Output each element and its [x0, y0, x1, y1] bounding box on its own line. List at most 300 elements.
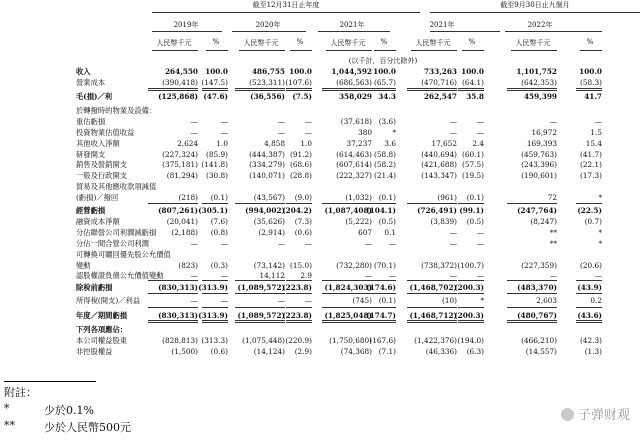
cell-amount: (247,764): [517, 206, 557, 215]
cell-amount: (37,618): [340, 117, 372, 126]
cell-amount: 607: [358, 228, 372, 237]
total-rule: [235, 307, 285, 308]
total-rule: [507, 307, 557, 308]
table-row: [0, 67, 640, 77]
cell-amount: (1,089,572): [237, 283, 285, 292]
cell-amount: (470,716): [421, 78, 457, 87]
cell-pct: 35.8: [466, 92, 484, 101]
total-rule: [202, 88, 228, 89]
cell-pct: (6.3): [466, 347, 484, 356]
col-rule: [462, 50, 484, 51]
cell-amount: 72: [547, 193, 557, 202]
cell-pct: (19.5): [462, 171, 484, 180]
row-label: 除稅前虧損: [76, 283, 113, 292]
cell-pct: 2.4: [472, 139, 484, 148]
total-rule: [322, 320, 372, 321]
cell-pct: (28.8): [290, 171, 312, 180]
cell-amount: (140,071): [249, 171, 285, 180]
cell-amount: (738,372): [421, 261, 457, 270]
cell-amount: (35,626): [253, 217, 285, 226]
cell-amount: 1,101,752: [516, 67, 557, 76]
total-rule: [322, 322, 372, 323]
year-rule: [318, 31, 390, 32]
cell-pct: (43.9): [577, 283, 602, 292]
total-rule: [507, 280, 557, 281]
cell-pct: —: [388, 271, 396, 280]
cell-amount: (1,087,408): [324, 206, 372, 215]
cell-amount: —: [277, 296, 285, 305]
cell-pct: —: [476, 239, 484, 248]
total-rule: [286, 203, 312, 204]
cell-amount: —: [277, 239, 285, 248]
cell-pct: 34.3: [378, 92, 396, 101]
cell-amount: 262,547: [423, 92, 457, 101]
cell-pct: (174.7): [366, 311, 396, 320]
cell-amount: (74,368): [340, 347, 372, 356]
col-rmb-heading: 人民幣千元: [515, 39, 551, 47]
cell-amount: —: [364, 239, 372, 248]
cell-pct: (313.9): [198, 283, 228, 292]
cell-amount: (830,313): [158, 311, 198, 320]
row-label: 貿易及其他應收款項減值: [76, 182, 157, 191]
table-row: [0, 182, 640, 192]
cell-pct: —: [594, 271, 602, 280]
total-rule: [407, 293, 457, 294]
cell-amount: (190,601): [521, 171, 557, 180]
table-row: [0, 150, 640, 160]
note-text: 少於0.1%: [44, 404, 94, 417]
row-label: 年度／期間虧損: [76, 311, 128, 320]
total-rule: [286, 320, 312, 321]
cell-pct: (57.5): [462, 160, 484, 169]
cell-pct: (17.3): [580, 171, 602, 180]
cell-amount: (1,468,702): [409, 283, 457, 292]
cell-amount: (46,336): [425, 347, 457, 356]
cell-amount: 169,393: [526, 139, 557, 148]
cell-pct: (0.7): [584, 217, 602, 226]
cell-amount: (823): [178, 261, 198, 270]
cell-pct: (43.6): [577, 311, 602, 320]
total-rule: [458, 320, 484, 321]
cell-pct: (60.1): [462, 150, 484, 159]
row-label: 分佔聯營公司利潤減虧損: [76, 228, 157, 237]
table-row: [0, 193, 640, 203]
cell-amount: (480,767): [517, 311, 557, 320]
cell-amount: (14,124): [253, 347, 285, 356]
row-label: 所得稅(開支)／利益: [76, 296, 141, 305]
row-label: 本公司權益股東: [76, 336, 128, 345]
cell-amount: (8,247): [530, 217, 557, 226]
cell-pct: 1.0: [216, 139, 228, 148]
cell-pct: —: [220, 271, 228, 280]
total-rule: [202, 320, 228, 321]
total-rule: [576, 88, 602, 89]
total-rule: [507, 88, 557, 89]
cell-pct: —: [476, 128, 484, 137]
cell-amount: (1,750,680): [329, 336, 372, 345]
col-pct-heading: %: [296, 38, 304, 46]
row-label: 毛(損)／利: [76, 92, 113, 101]
cell-pct: (58.8): [374, 150, 396, 159]
table-row: [0, 92, 640, 102]
total-rule: [322, 88, 372, 89]
total-rule: [202, 90, 228, 91]
cell-pct: (15.0): [290, 261, 312, 270]
cell-pct: (21.4): [374, 171, 396, 180]
year-heading: 2021年: [429, 21, 455, 29]
table-row: [0, 128, 640, 138]
cell-pct: (305.1): [198, 206, 228, 215]
cell-pct: (0.6): [294, 228, 312, 237]
cell-pct: —: [388, 239, 396, 248]
cell-pct: —: [220, 296, 228, 305]
row-label: 收入: [76, 67, 91, 76]
total-rule: [458, 307, 484, 308]
cell-pct: *: [392, 128, 396, 137]
total-rule: [235, 203, 285, 204]
cell-pct: (204.2): [282, 206, 312, 215]
cell-amount: —: [190, 128, 198, 137]
col-rmb-heading: 人民幣千元: [415, 39, 451, 47]
cell-amount: (466,210): [521, 336, 557, 345]
cell-amount: (1,089,572): [237, 311, 285, 320]
total-rule: [235, 293, 285, 294]
cell-amount: (2,188): [171, 228, 198, 237]
cell-amount: (390,418): [162, 78, 198, 87]
cell-amount: (1,468,712): [409, 311, 457, 320]
cell-amount: (43,567): [253, 193, 285, 202]
row-label: 一般及行政開支: [76, 171, 128, 180]
col-rmb-heading: 人民幣千元: [243, 39, 279, 47]
total-rule: [235, 280, 285, 281]
table-row: [0, 347, 640, 357]
note-text: 少於人民幣500元: [44, 421, 131, 434]
table-row: [0, 206, 640, 216]
cell-amount: (523,311): [249, 78, 285, 87]
total-rule: [148, 320, 198, 321]
cell-amount: (3,839): [430, 217, 457, 226]
cell-pct: (141.8): [201, 160, 228, 169]
row-label: (虧損)／撥回: [76, 193, 119, 202]
row-label: 分佔一間合營公司利潤: [76, 239, 149, 248]
cell-pct: 41.7: [584, 92, 602, 101]
cell-amount: 16,972: [531, 128, 557, 137]
cell-pct: 2.9: [300, 271, 312, 280]
cell-amount: 4,858: [264, 139, 285, 148]
cell-pct: (3.6): [378, 117, 396, 126]
total-rule: [370, 320, 396, 321]
cell-pct: (22.1): [580, 160, 602, 169]
cell-pct: *: [480, 296, 484, 305]
cell-amount: (807,261): [158, 206, 198, 215]
cell-pct: (58.3): [580, 78, 602, 87]
total-rule: [286, 90, 312, 91]
cell-amount: (36,556): [250, 92, 285, 101]
cell-amount: —: [449, 228, 457, 237]
cell-pct: (0.1): [378, 296, 396, 305]
cell-amount: —: [190, 239, 198, 248]
cell-pct: (41.7): [580, 150, 602, 159]
cell-pct: (42.3): [580, 336, 602, 345]
cell-amount: —: [364, 271, 372, 280]
total-rule: [286, 293, 312, 294]
total-rule: [407, 203, 457, 204]
cell-amount: (125,868): [158, 92, 198, 101]
total-rule: [148, 322, 198, 323]
row-label: 融資成本淨額: [76, 217, 120, 226]
total-rule: [235, 88, 285, 89]
total-rule: [322, 293, 372, 294]
cell-pct: 3.6: [384, 139, 396, 148]
year-heading: 2022年: [527, 21, 553, 29]
cell-pct: *: [598, 239, 602, 248]
cell-pct: 0.1: [384, 228, 396, 237]
cell-pct: (100.7): [457, 261, 484, 270]
col-rmb-heading: 人民幣千元: [156, 39, 192, 47]
cell-pct: (9.0): [294, 193, 312, 202]
col-pct-heading: %: [380, 38, 388, 46]
row-label: 下列各項應佔：: [76, 325, 128, 334]
cell-pct: (0.8): [210, 228, 228, 237]
cell-pct: —: [220, 117, 228, 126]
total-rule: [322, 90, 372, 91]
cell-pct: —: [476, 228, 484, 237]
total-rule: [576, 307, 602, 308]
total-rule: [407, 307, 457, 308]
cell-amount: —: [190, 296, 198, 305]
total-rule: [458, 88, 484, 89]
cell-pct: (91.2): [290, 150, 312, 159]
cell-amount: (994,002): [245, 206, 285, 215]
col-pct-heading: %: [212, 38, 220, 46]
total-rule: [576, 90, 602, 91]
table-row: [0, 78, 640, 88]
cell-amount: 14,112: [259, 271, 285, 280]
note-mark: *: [4, 402, 10, 415]
total-rule: [202, 322, 228, 323]
cell-pct: (99.1): [459, 206, 484, 215]
total-rule: [235, 320, 285, 321]
notes-rule: [4, 381, 96, 382]
cell-pct: 100.0: [289, 67, 312, 76]
cell-pct: (194.0): [457, 336, 484, 345]
total-rule: [370, 280, 396, 281]
year-heading: 2021年: [339, 21, 365, 29]
row-label: 銷售及營銷開支: [76, 160, 128, 169]
table-row: [0, 228, 640, 238]
total-rule: [148, 88, 198, 89]
table-row: [0, 239, 640, 249]
cell-pct: (85.9): [206, 150, 228, 159]
cell-amount: (614,463): [336, 150, 372, 159]
cell-pct: 0.2: [590, 296, 602, 305]
total-rule: [370, 90, 396, 91]
total-rule: [286, 88, 312, 89]
cell-amount: (14,557): [525, 347, 557, 356]
total-rule: [407, 90, 457, 91]
cell-amount: (1,422,376): [414, 336, 457, 345]
cell-pct: (64.1): [462, 78, 484, 87]
table-row: [0, 171, 640, 181]
cell-amount: (828,813): [162, 336, 198, 345]
col-rule: [152, 50, 198, 51]
cell-amount: (607,614): [336, 160, 372, 169]
cell-amount: (459,763): [521, 150, 557, 159]
cell-amount: (20,041): [166, 217, 198, 226]
row-label: 非控股權益: [76, 347, 113, 356]
header-fy: 截至12月31日止年度: [252, 1, 320, 9]
cell-pct: (0.1): [466, 193, 484, 202]
cell-amount: —: [277, 117, 285, 126]
table-row: [0, 336, 640, 346]
cell-pct: (107.6): [285, 78, 312, 87]
cell-pct: (30.8): [206, 171, 228, 180]
cell-amount: —: [549, 271, 557, 280]
cell-pct: (2.9): [294, 347, 312, 356]
cell-amount: —: [449, 239, 457, 248]
cell-amount: **: [549, 228, 557, 237]
cell-pct: (47.6): [203, 92, 228, 101]
cell-amount: (227,324): [162, 150, 198, 159]
table-row: [0, 217, 640, 227]
table-row: [0, 296, 640, 306]
total-rule: [235, 90, 285, 91]
cell-pct: (223.8): [282, 283, 312, 292]
col-pct-heading: %: [586, 38, 594, 46]
total-rule: [458, 293, 484, 294]
total-rule: [322, 280, 372, 281]
total-rule: [370, 322, 396, 323]
cell-pct: (223.8): [282, 311, 312, 320]
cell-pct: (0.3): [210, 261, 228, 270]
total-rule: [576, 203, 602, 204]
col-rule: [580, 50, 602, 51]
total-rule: [458, 203, 484, 204]
cell-pct: (7.3): [294, 217, 312, 226]
total-rule: [507, 322, 557, 323]
col-rule: [374, 50, 396, 51]
table-row: [0, 283, 640, 293]
table-row: [0, 139, 640, 149]
cell-amount: 380: [358, 128, 372, 137]
year-rule: [505, 31, 602, 32]
cell-amount: (2,914): [258, 228, 285, 237]
total-rule: [407, 280, 457, 281]
cell-amount: 17,652: [431, 139, 457, 148]
total-rule: [148, 203, 198, 204]
total-rule: [576, 280, 602, 281]
cell-pct: (7.5): [292, 92, 312, 101]
total-rule: [576, 293, 602, 294]
cell-pct: —: [476, 117, 484, 126]
cell-amount: (81,294): [166, 171, 198, 180]
table-row: [0, 250, 640, 260]
cell-amount: 459,399: [523, 92, 557, 101]
total-rule: [507, 293, 557, 294]
total-rule: [148, 280, 198, 281]
cell-amount: (10): [442, 296, 457, 305]
cell-amount: (726,491): [417, 206, 457, 215]
year-heading: 2020年: [255, 21, 281, 29]
total-rule: [370, 307, 396, 308]
year-rule: [430, 31, 500, 32]
cell-amount: 264,550: [164, 67, 198, 76]
cell-amount: (375,181): [162, 160, 198, 169]
row-label: 研發開支: [76, 150, 106, 159]
cell-pct: (167.6): [369, 336, 396, 345]
cell-pct: —: [304, 296, 312, 305]
row-label: 可轉換可贖回優先股公允價值: [76, 250, 171, 259]
cell-pct: (68.6): [290, 160, 312, 169]
total-rule: [148, 90, 198, 91]
cell-amount: —: [549, 117, 557, 126]
row-label: 投資物業估值收益: [76, 128, 135, 137]
cell-pct: (1.3): [584, 347, 602, 356]
year-heading: 2019年: [173, 21, 199, 29]
total-rule: [458, 280, 484, 281]
cell-pct: (0.6): [210, 347, 228, 356]
col-rule: [411, 50, 457, 51]
cell-pct: —: [594, 117, 602, 126]
cell-amount: (1,824,303): [324, 283, 372, 292]
cell-pct: 100.0: [373, 67, 396, 76]
cell-amount: (1,500): [171, 347, 198, 356]
cell-pct: (174.6): [366, 283, 396, 292]
total-rule: [286, 307, 312, 308]
total-rule: [202, 307, 228, 308]
cell-amount: (334,279): [249, 160, 285, 169]
total-rule: [458, 90, 484, 91]
total-rule: [576, 322, 602, 323]
cell-pct: (0.1): [378, 193, 396, 202]
cell-pct: 100.0: [461, 67, 484, 76]
cell-amount: 733,263: [423, 67, 457, 76]
cell-amount: (686,563): [336, 78, 372, 87]
year-rule: [152, 31, 222, 32]
total-rule: [286, 280, 312, 281]
total-rule: [576, 320, 602, 321]
total-rule: [407, 320, 457, 321]
total-rule: [407, 322, 457, 323]
cell-pct: —: [304, 117, 312, 126]
cell-pct: —: [220, 128, 228, 137]
notes-title: 附註：: [4, 386, 37, 399]
cell-amount: —: [449, 271, 457, 280]
cell-pct: (0.5): [378, 217, 396, 226]
total-rule: [148, 307, 198, 308]
cell-pct: (7.6): [210, 217, 228, 226]
cell-pct: (20.6): [580, 261, 602, 270]
cell-pct: 1.0: [300, 139, 312, 148]
table-row: [0, 325, 640, 335]
cell-amount: —: [449, 117, 457, 126]
total-rule: [322, 203, 372, 204]
table-row: [0, 261, 640, 271]
watermark-logo-icon: [561, 408, 574, 421]
cell-amount: 1,044,592: [331, 67, 372, 76]
col-rule: [206, 50, 228, 51]
cell-amount: (745): [352, 296, 372, 305]
total-rule: [370, 88, 396, 89]
cell-amount: (444,387): [249, 150, 285, 159]
total-rule: [370, 203, 396, 204]
cell-pct: (104.1): [366, 206, 396, 215]
row-label: 變動: [76, 261, 91, 270]
cell-pct: 100.0: [579, 67, 602, 76]
cell-pct: —: [304, 128, 312, 137]
cell-pct: (200.3): [454, 311, 484, 320]
cell-amount: 486,755: [251, 67, 285, 76]
